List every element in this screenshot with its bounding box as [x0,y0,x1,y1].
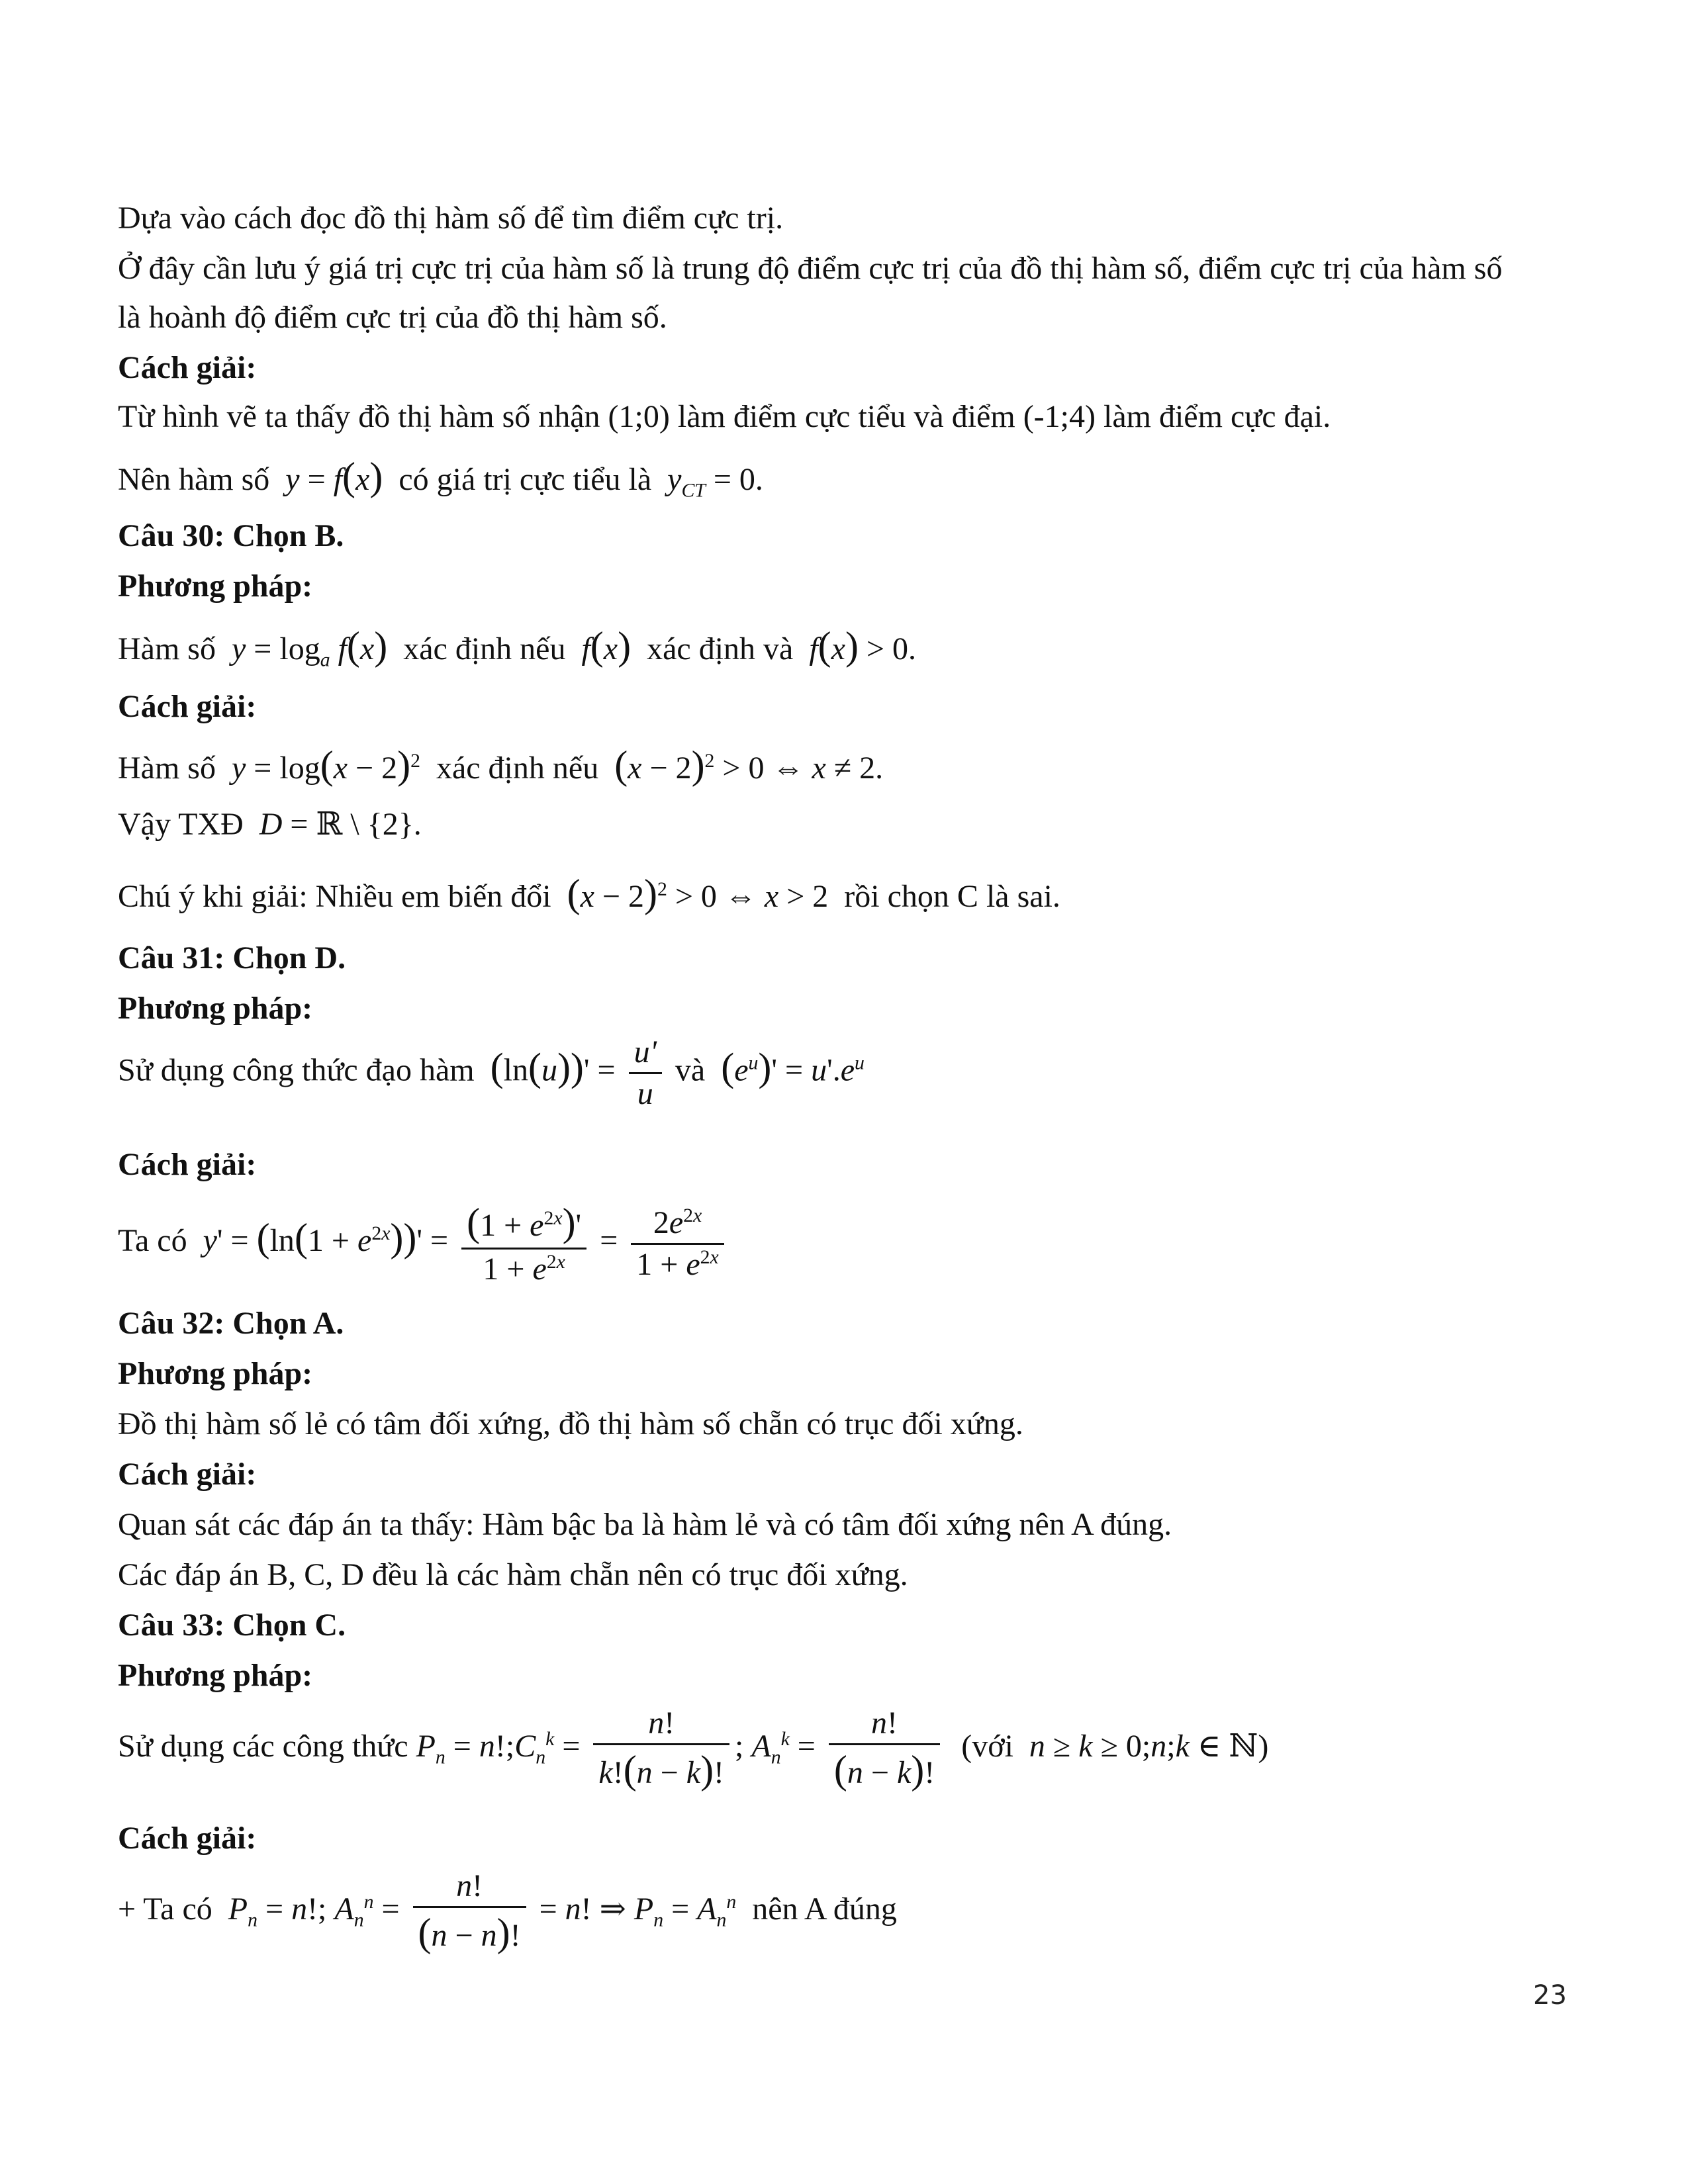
section-heading: Cách giải: [118,1457,257,1492]
text-segment: Hàm số [118,751,216,786]
text-segment: rồi chọn C là sai. [844,879,1060,914]
question-heading: Câu 33: Chọn C. [118,1608,346,1643]
section-heading: Cách giải: [118,689,257,724]
text-line: + Ta có $P_n = n$!; $A_n^n$ = $\frac{n!}{(n - n)!}$ = n! ⇒ $P_n = A_n^n$ nên A đúng [118,1866,897,1958]
text-line: Từ hình vẽ ta thấy đồ thị hàm số nhận (1;0) làm điểm cực tiểu và điểm (-1;4) làm điểm cực đại. [118,399,1331,434]
text-segment: xác định và [647,631,794,666]
section-heading: Phương pháp: [118,1658,313,1693]
question-heading: Câu 30: Chọn B. [118,518,344,553]
text-line: Hàm số $y = \log_a f(x)$ xác định nếu f(x) xác định và f(x) > 0. [118,624,917,671]
section-heading: Cách giải: [118,1821,257,1856]
text-line: Ở đây cần lưu ý giá trị cực trị của hàm số là trung độ điểm cực trị của đồ thị hàm số, điểm cực trị của hàm số [118,251,1503,286]
text-segment: Vậy TXĐ [118,807,244,842]
section-heading: Cách giải: [118,350,257,385]
text-segment: Ta có [118,1223,187,1259]
section-heading: Phương pháp: [118,1356,313,1391]
text-segment: xác định nếu [403,631,566,666]
text-line: Sử dụng công thức đạo hàm (ln(u))' = $\frac{u'}{u}$ và $(e^u)' = u'.e^u$ [118,1032,865,1114]
text-segment: nên A đúng [752,1891,897,1927]
text-line: Ta có $y' = (\ln(1 + e^{2x}))'$ = $\frac{(1 + e^{2x})'}{1 + e^{2x}}$ = $\frac{2e^{2x}}{1 + e^{2x}}$ [118,1198,729,1289]
text-segment: xác định nếu [436,751,599,786]
text-line: Sử dụng các công thức $P_n$ = $n!;C_n^k$ = $\frac{n!}{k!(n - k)!}$ ; $A_n^k$ = $\frac{n!}{(n - k)!}$ (với n ≥ k ≥ 0;n;k ∈ ℕ) [118,1704,1268,1795]
question-heading: Câu 31: Chọn D. [118,940,346,976]
question-heading: Câu 32: Chọn A. [118,1306,344,1341]
section-heading: Phương pháp: [118,569,313,604]
text-segment: (với [961,1729,1013,1764]
text-line: Dựa vào cách đọc đồ thị hàm số để tìm điểm cực trị. [118,201,784,236]
text-line: Quan sát các đáp án ta thấy: Hàm bậc ba là hàm lẻ và có tâm đối xứng nên A đúng. [118,1507,1172,1542]
text-segment: Hàm số [118,631,216,666]
fraction: $\frac{2e^{2x}}{1 + e^{2x}}$ [631,1203,724,1285]
fraction: $\frac{n!}{(n - n)!}$ [413,1866,526,1958]
text-segment: Nên hàm số [118,462,270,497]
text-line: Hàm số $y = \log(x - 2)^2$ xác định nếu $(x - 2)^2 > 0$ ⇔ x ≠ 2. [118,743,884,787]
text-segment: Chú ý khi giải: Nhiều em biến đổi [118,879,551,914]
text-segment: Sử dụng công thức đạo hàm [118,1052,475,1088]
text-line: Nên hàm số y = f(x) có giá trị cực tiểu là $y_{CT} = 0$. [118,455,763,502]
fraction: $\frac{n!}{(n - k)!}$ [829,1704,940,1795]
fraction: $\frac{n!}{k!(n - k)!}$ [593,1704,729,1795]
fraction: $\frac{u'}{u}$ [629,1032,662,1114]
text-line: Đồ thị hàm số lẻ có tâm đối xứng, đồ thị hàm số chẵn có trục đối xứng. [118,1406,1023,1441]
text-segment: Sử dụng các công thức [118,1729,408,1764]
text-segment: + Ta có [118,1891,212,1927]
text-line: Chú ý khi giải: Nhiều em biến đổi $(x - 2)^2 > 0$ ⇔ x > 2 rồi chọn C là sai. [118,872,1060,915]
text-line: Các đáp án B, C, D đều là các hàm chẵn nên có trục đối xứng. [118,1557,908,1592]
section-heading: Cách giải: [118,1147,257,1182]
section-heading: Phương pháp: [118,991,313,1026]
text-segment: có giá trị cực tiểu là [399,462,652,497]
fraction: $\frac{(1 + e^{2x})'}{1 + e^{2x}}$ [461,1198,586,1289]
text-line: Vậy TXĐ D = ℝ \ {2}. [118,807,422,842]
text-segment: và [675,1052,706,1088]
page-number: 23 [1533,1980,1567,2011]
text-line: là hoành độ điểm cực trị của đồ thị hàm số. [118,300,667,335]
